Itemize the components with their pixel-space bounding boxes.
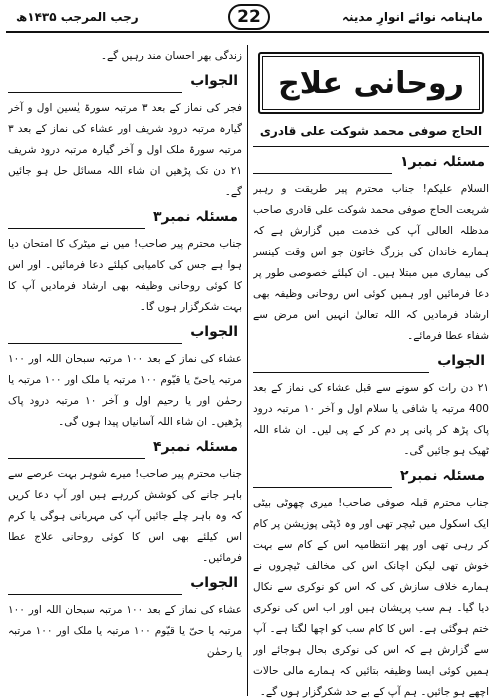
column-divider <box>247 45 248 696</box>
page-header <box>6 4 489 38</box>
article-author: الحاج صوفی محمد شوکت علی قادری <box>253 120 489 147</box>
article-title-frame <box>262 56 480 110</box>
page-number: 22 <box>228 4 270 30</box>
answer-1-text: ۲۱ دن رات کو سونے سے قبل عشاء کی نماز کے بعد 400 مرتبہ یا شافی یا سلام اول و آخر ۱۰ مرتبہ درود پاک پڑھ کر پانی پر دم کر کے پی لیں۔ ان شاء اللہ ٹھیک ہو جائیں گی۔ <box>253 382 489 457</box>
answer-3-text: عشاء کی نماز کے بعد ۱۰۰ مرتبہ سبحان اللہ اور ۱۰۰ مرتبہ یاحیّ یا قیّوم ۱۰۰ مرتبہ یا ملک اور ۱۰۰ مرتبہ یا رحمٰن اور یا رحیم اول و آخر ۱۰ مرتبہ درود پاک پڑھیں۔ ان شاء اللہ آسانیاں پیدا ہوں گی۔ <box>8 353 242 428</box>
answer-heading-block <box>253 348 489 376</box>
question-heading-block <box>253 463 489 491</box>
question-4-heading: مسئلہ نمبر۴ <box>145 434 242 460</box>
question-3-heading: مسئلہ نمبر۳ <box>145 204 242 230</box>
answer-heading-block <box>8 570 242 598</box>
question-2-text: جناب محترم قبلہ صوفی صاحب! میری چھوٹی بیٹی ایک اسکول میں ٹیچر تھی اور وہ ڈپٹی پوزیشن پر کام کر رہی تھی اور پھر انتظامیہ اس کے کام سے بہت خوش تھی لیکن اچانک اس کی مخالف ٹیچروں نے ہمارے خلاف سازش کی کہ اس کو نوکری سے نکال دیا گیا۔ ہم سب پریشان ہیں اور اب اس کی نوکری ختم ہوگئی ہے۔ اس کا کام سب کو اچھا لگتا ہے۔ آپ سے گزارش ہے کہ اس کی نوکری بحال ہوجائے اور ہمیں کوئی ایسا وظیفہ بتائیں کہ ہمارے مالی حالات اچھے ہو جائیں۔ ہم آپ کے بے حد شکرگزار ہوں گے۔ <box>253 497 489 698</box>
right-column <box>253 46 489 698</box>
answer-heading: الجواب <box>182 319 242 345</box>
question-1-text: السلام علیکم! جناب محترم پیر طریقت و رہبر شریعت الحاج صوفی محمد شوکت علی قادری صاحب مدظلہ العالی آپ کی خدمت میں گزارش ہے کہ ہمارے خاندان کی بزرگ خاتون جو اس وقت کینسر کی بیماری میں مبتلا ہیں۔ ان کیلئے خصوصی طور پر دعا فرمائیں اور ہمیں کوئی اس روحانی وظیفہ بھی ارشاد فرمادیں کہ اللہ تعالیٰ انہیں اس مرض سے شفاء عطا فرمائے۔ <box>253 183 489 342</box>
continued-text: زندگی بھر احسان مند رہیں گے۔ <box>100 50 242 62</box>
answer-heading: الجواب <box>182 68 242 94</box>
answer-text: فجر کی نماز کے بعد ۳ مرتبہ سورۃ یٰسین اول و آخر گیارہ مرتبہ درود شریف اور عشاء کی نماز کے بعد ۳ مرتبہ سورۃ ملک اول و آخر گیارہ مرتبہ درود شریف ۲۱ دن تک پڑھیں ان شاء اللہ مسائل حل ہو جائیں گے۔ <box>8 102 242 198</box>
answer-heading: الجواب <box>182 570 242 596</box>
header-rule <box>6 31 489 33</box>
answer-heading-block <box>8 68 242 96</box>
article-title-box <box>258 52 484 114</box>
question-3-text: جناب محترم پیر صاحب! میں نے میٹرک کا امتحان دیا ہوا ہے جس کی کامیابی کیلئے دعا فرمائیں۔ اور اس کا کوئی روحانی وظیفہ بھی ارشاد فرمادیں آپ کا بہت شکرگزار ہوں گا۔ <box>8 238 242 313</box>
article-title: روحانی علاج <box>278 65 464 101</box>
question-2-heading: مسئلہ نمبر۲ <box>392 463 489 489</box>
issue-date: رجب المرجب ۱۴۳۵ھ <box>16 10 139 24</box>
question-heading-block <box>253 149 489 177</box>
left-column <box>8 46 242 698</box>
answer-heading-block <box>8 319 242 347</box>
question-heading-block <box>8 434 242 462</box>
question-4-text: جناب محترم پیر صاحب! میرے شوہر بہت عرصے سے باہر جانے کی کوشش کررہے ہیں اور آپ دعا کریں کہ وہ باہر چلے جائیں آپ کی مہربانی ہوگی یا کرم اس کیلئے بھی اس کا کوئی روحانی علاج عطا فرمائیں۔ <box>8 468 242 564</box>
question-heading-block <box>8 204 242 232</box>
answer-heading: الجواب <box>429 348 489 374</box>
magazine-name: ماہنامہ نوائے انوارِ مدینہ <box>341 10 483 24</box>
question-1-heading: مسئلہ نمبر۱ <box>392 149 489 175</box>
answer-4-text: عشاء کی نماز کے بعد ۱۰۰ مرتبہ سبحان اللہ اور ۱۰۰ مرتبہ یا حیّ یا قیّوم ۱۰۰ مرتبہ یا ملک اور ۱۰۰ مرتبہ یا رحمٰن <box>8 604 242 658</box>
